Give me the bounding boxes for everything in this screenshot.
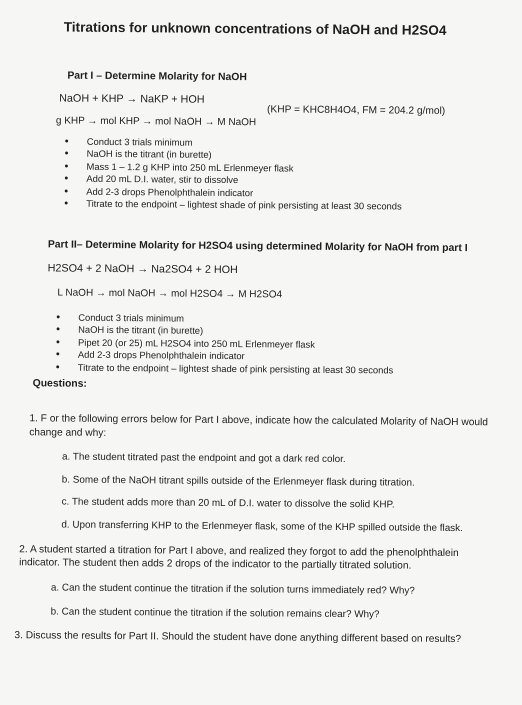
questions-heading: Questions: [32,378,87,390]
part2-conversion: L NaOH → mol NaOH → mol H2SO4 → M H2SO4 [57,287,283,301]
question-1c: c. The student adds more than 20 mL of D.I. water to dissolve the solid KHP. [61,496,395,511]
question-2b: b. Can the student continue the titration if the solution remains clear? Why? [50,606,380,621]
question-1-line-2: change and why: [29,427,107,439]
list-item: • Titrate to the endpoint – lightest shade of pink persisting at least 30 seconds [56,361,394,376]
part2-heading: Part II– Determine Molarity for H2SO4 using determined Molarity for NaOH from part I [47,239,468,255]
part1-reaction: NaOH + KHP → NaKP + HOH [59,92,205,106]
part1-heading: Part I – Determine Molarity for NaOH [67,70,247,84]
page-title: Titrations for unknown concentrations of NaOH and H2SO4 [63,19,447,38]
list-item: • Add 2-3 drops Phenolphthalein indicator [56,349,394,364]
question-1d: d. Upon transferring KHP to the Erlenmeyer flask, some of the KHP spilled outside the flask. [61,519,463,535]
question-2a: a. Can the student continue the titration if the solution turns immediately red? Why? [50,582,415,597]
list-item: • Add 20 mL D.I. water, stir to dissolve [64,173,402,188]
question-1b: b. Some of the NaOH titrant spills outside of the Erlenmeyer flask during titration. [61,474,415,489]
question-1-line-1: 1. F or the following errors below for Part I above, indicate how the calculated Molarity of NaOH would [29,413,489,429]
question-1a: a. The student titrated past the endpoint and got a dark red color. [61,451,346,466]
part2-reaction: H2SO4 + 2 NaOH → Na2SO4 + 2 HOH [47,262,238,277]
part2-steps [56,312,394,377]
list-item: • Pipet 20 (or 25) mL H2SO4 into 250 mL Erlenmeyer flask [56,336,394,351]
khp-info: (KHP = KHC8H4O4, FM = 204.2 g/mol) [267,104,446,117]
part1-steps [64,136,402,213]
question-2-line-2: indicator. The student then adds 2 drops of the indicator to the partially titrated solution. [19,557,412,572]
part1-conversion: g KHP → mol KHP → mol NaOH → M NaOH [55,115,257,129]
list-item: • NaOH is the titrant (in burette) [56,324,394,339]
list-item: • NaOH is the titrant (in burette) [65,148,403,163]
list-item: • Conduct 3 trials minimum [56,312,394,327]
list-item: • Add 2-3 drops Phenolphthalein indicator [64,185,402,200]
question-3: 3. Discuss the results for Part II. Should the student have done anything different based on results? [14,630,462,646]
list-item: • Titrate to the endpoint – lightest shade of pink persisting at least 30 seconds [64,198,402,213]
list-item: • Mass 1 – 1.2 g KHP into 250 mL Erlenmeyer flask [64,160,402,175]
question-2-line-1: 2. A student started a titration for Part I above, and realized they forgot to add the phenolphthalein [19,544,459,560]
list-item: • Conduct 3 trials minimum [65,136,403,151]
